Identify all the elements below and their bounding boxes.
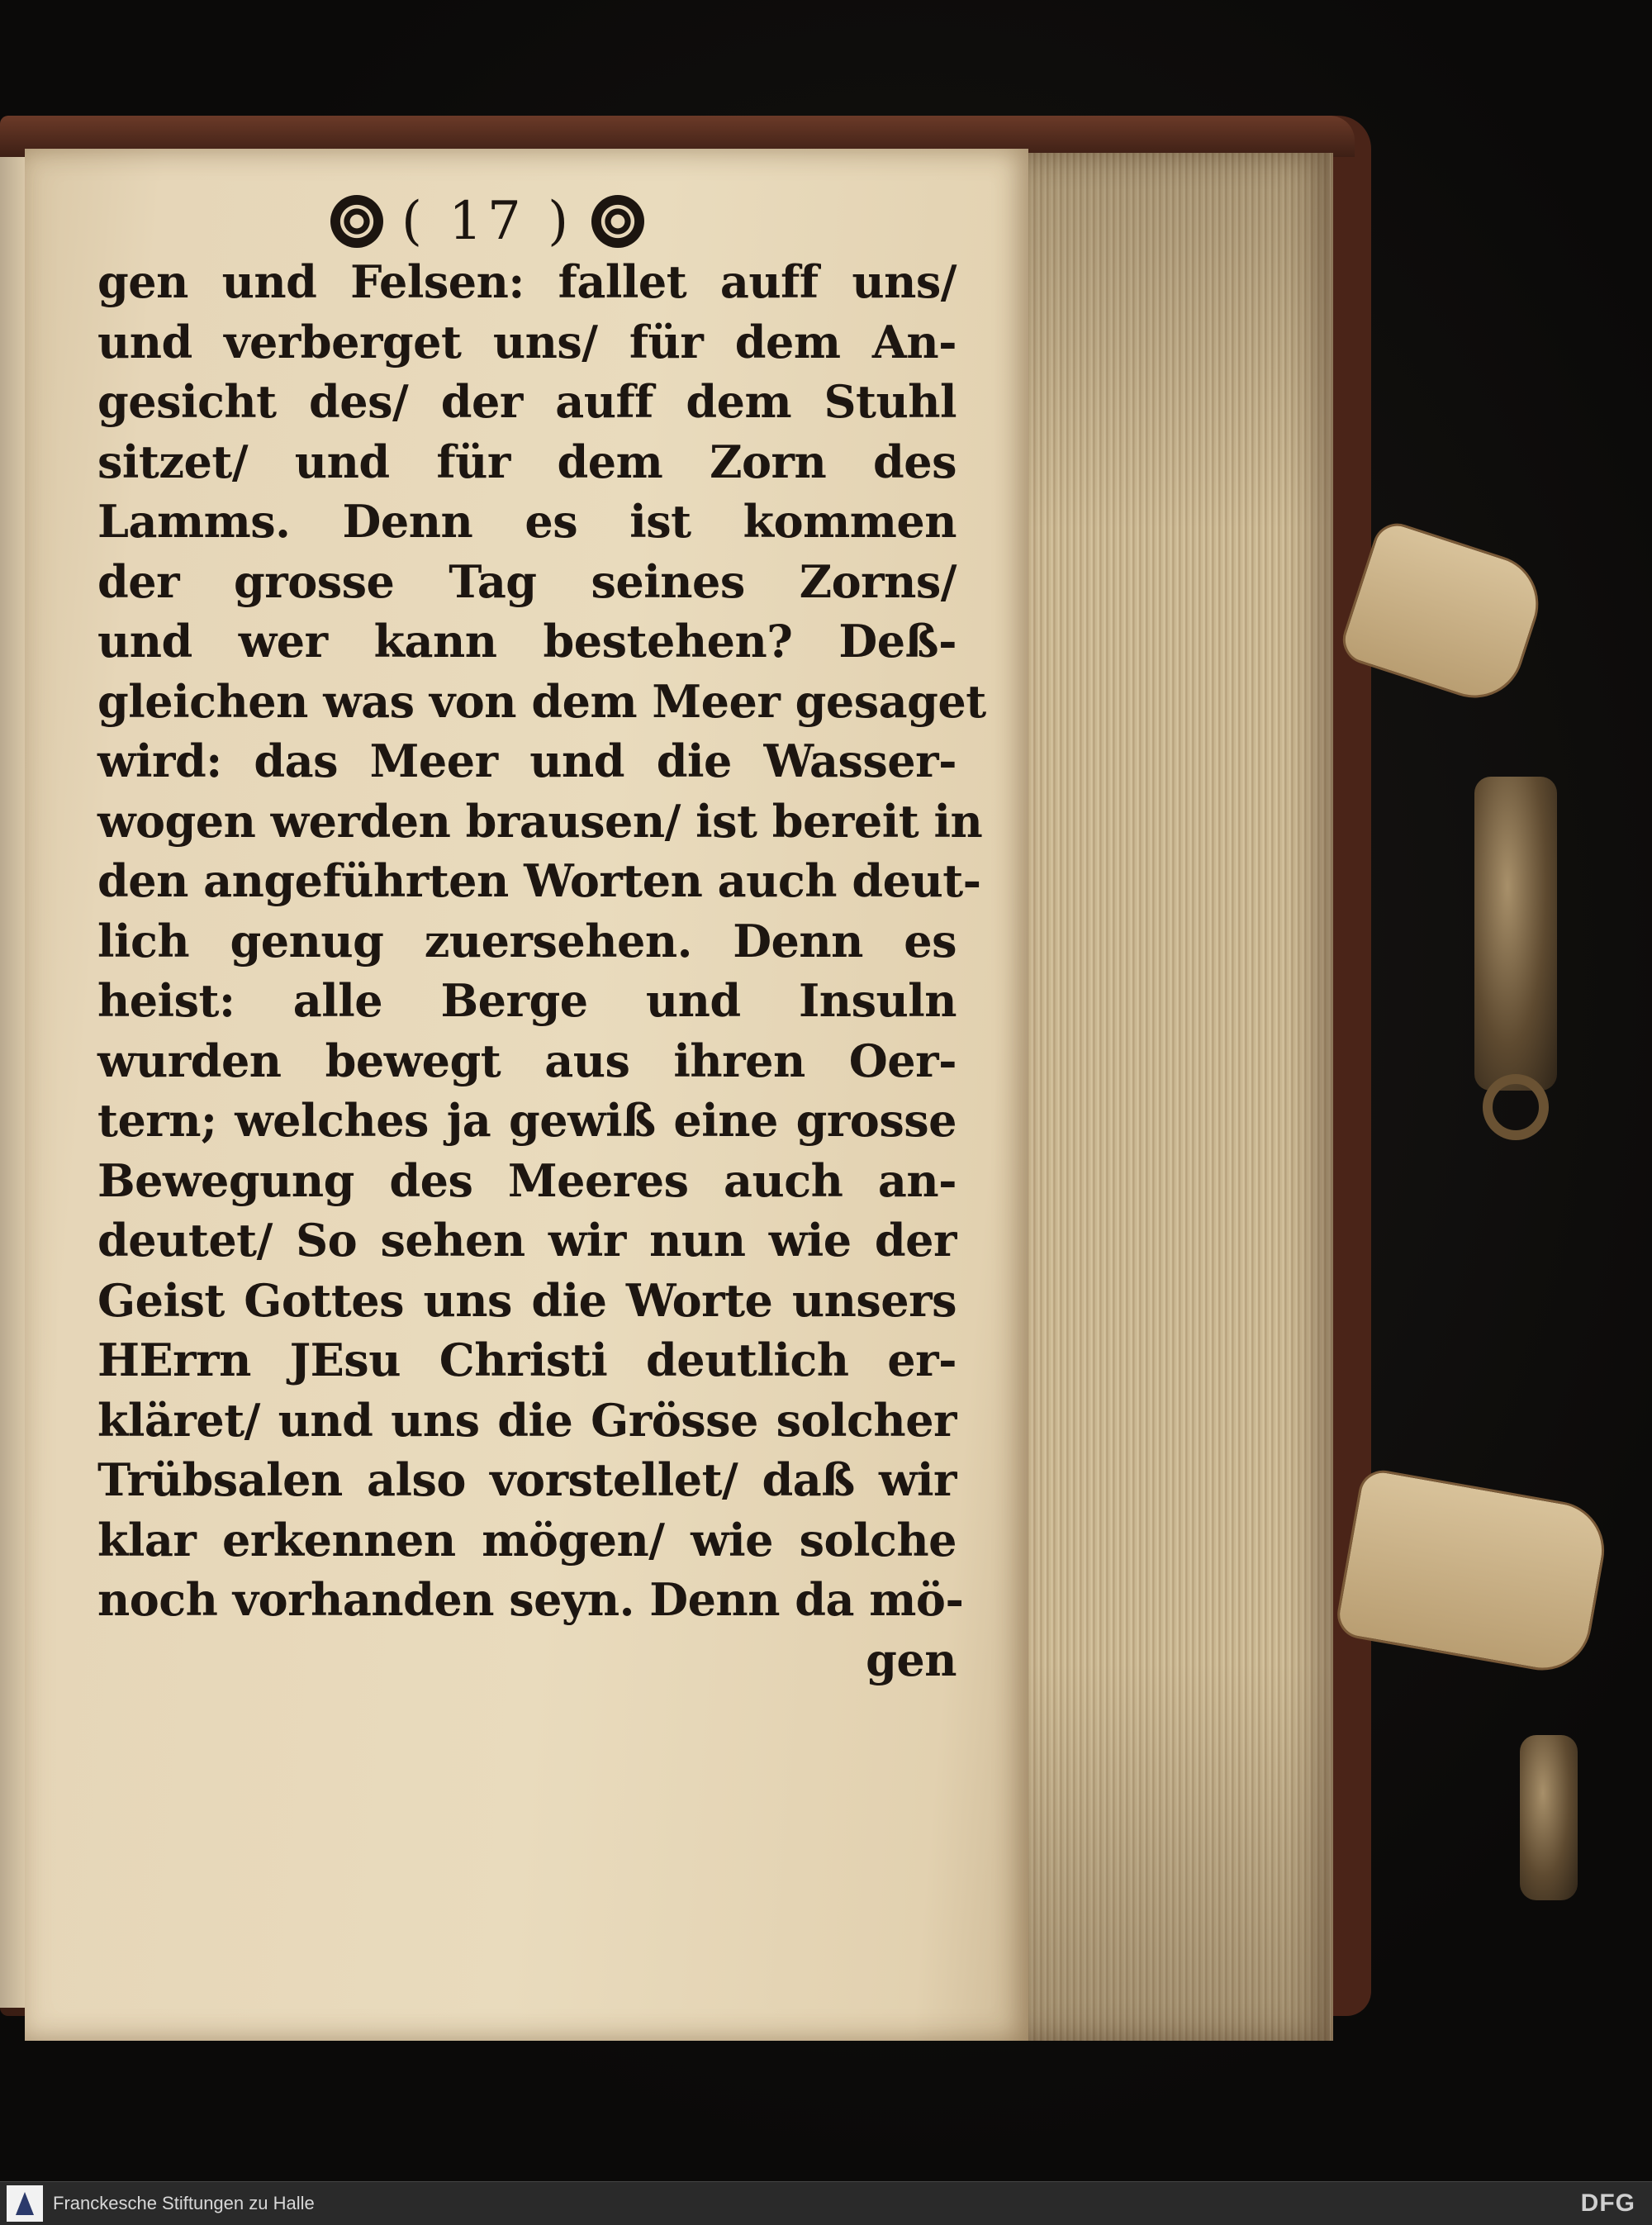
- text-line: noch vorhanden seyn. Denn da mö-: [97, 1573, 964, 1626]
- facing-page-edge: [0, 157, 25, 2008]
- text-line: wird: das Meer und die Wasser-: [97, 735, 957, 787]
- text-line: den angeführten Worten auch deut-: [97, 854, 981, 907]
- text-line: Trübsalen also vorstellet/ daß wir: [97, 1453, 957, 1506]
- institution-logo[interactable]: [7, 2185, 43, 2222]
- text-line: tern; welches ja gewiß eine grosse: [97, 1094, 957, 1147]
- text-line: klar erkennen mögen/ wie solche: [97, 1513, 957, 1567]
- page-edges-shade: [1020, 153, 1330, 2041]
- viewer-footer: [0, 2181, 1652, 2225]
- text-line: HErrn JEsu Christi deutlich er-: [97, 1334, 957, 1386]
- page-number: ( 17 ): [401, 191, 574, 252]
- text-line: gen und Felsen: fallet auff uns/: [97, 255, 957, 308]
- text-line: sitzet/ und für dem Zorn des: [97, 435, 957, 488]
- text-line: deutet/ So sehen wir nun wie der: [97, 1214, 957, 1267]
- lower-clasp-strap: [1333, 1467, 1612, 1678]
- text-line: gesicht des/ der auff dem Stuhl: [97, 375, 957, 428]
- text-line: gleichen was von dem Meer gesaget: [97, 674, 986, 728]
- text-line: Geist Gottes uns die Worte unsers: [97, 1273, 957, 1327]
- text-line: lich genug zuersehen. Denn es: [97, 914, 957, 967]
- text-line: der grosse Tag seines Zorns/: [97, 554, 957, 608]
- right-rosette-ornament-icon: [591, 195, 644, 248]
- page-header: [322, 188, 653, 254]
- text-line: und verberget uns/ für dem An-: [97, 315, 957, 368]
- footer-branding: [0, 2185, 315, 2222]
- text-line: kläret/ und uns die Grösse solcher: [97, 1393, 957, 1447]
- text-line: wogen werden brausen/ ist bereit in: [97, 794, 983, 848]
- text-line: Lamms. Denn es ist kommen: [97, 495, 957, 548]
- text-line: Bewegung des Meeres auch an-: [97, 1153, 957, 1207]
- lower-clasp-fitting: [1520, 1735, 1578, 1900]
- text-line: wurden bewegt aus ihren Oer-: [97, 1034, 957, 1087]
- dfg-logo[interactable]: DFG: [1580, 2189, 1635, 2217]
- catchword: gen: [866, 1633, 957, 1686]
- upper-clasp-fitting: [1474, 777, 1557, 1091]
- institution-name[interactable]: Franckesche Stiftungen zu Halle: [53, 2193, 315, 2213]
- page-text: [97, 252, 986, 1690]
- text-line: und wer kann bestehen? Deß-: [97, 615, 957, 668]
- text-line: heist: alle Berge und Insuln: [97, 974, 957, 1027]
- institution-logo-icon: [16, 2192, 34, 2215]
- left-rosette-ornament-icon: [330, 195, 383, 248]
- upper-clasp-ring: [1483, 1074, 1549, 1140]
